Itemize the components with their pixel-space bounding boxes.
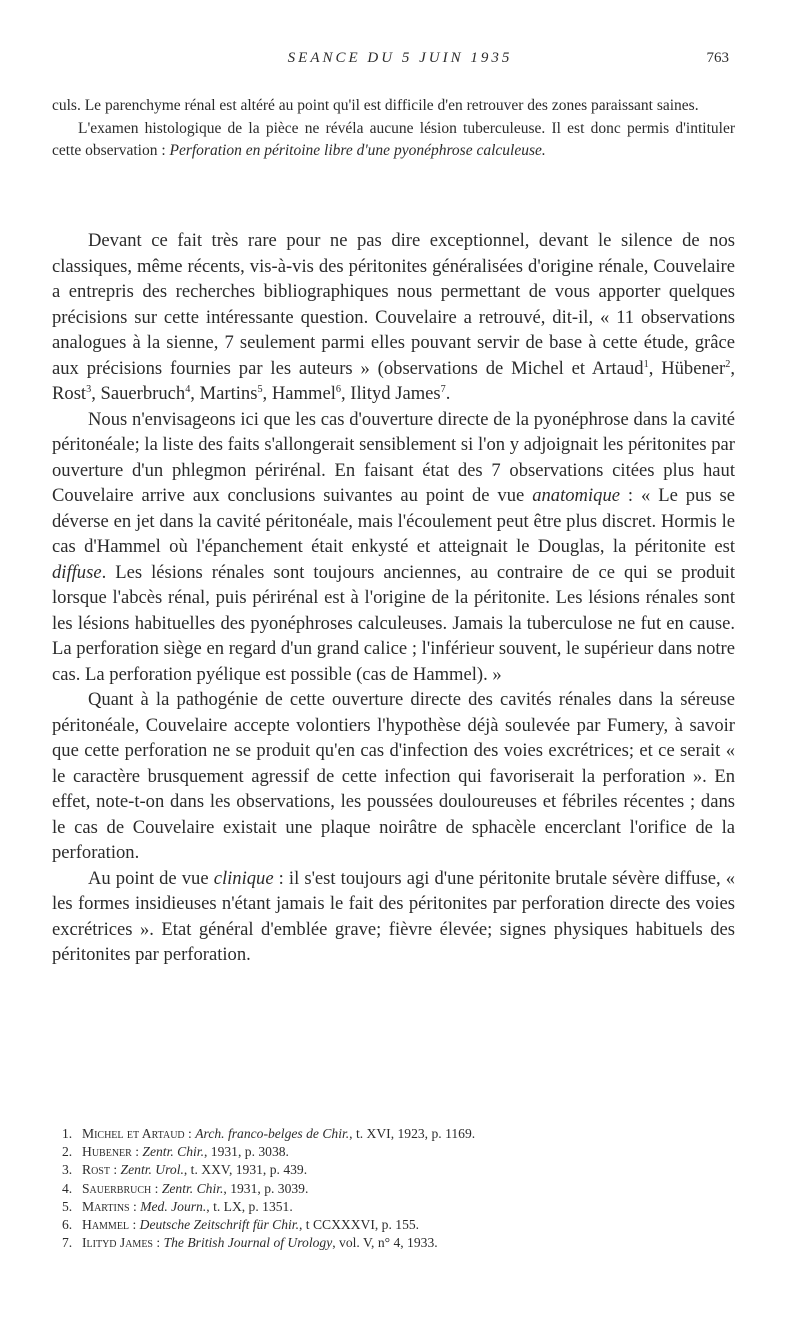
emphasis-anatomique: anatomique [532, 485, 620, 506]
footnote-ref: 1 [643, 358, 649, 370]
footnote-author: Hubener [82, 1144, 132, 1160]
footnote-journal: The British Journal of Urology [163, 1235, 333, 1251]
paragraph-clinical [52, 866, 735, 968]
footnote-author: Rost [82, 1162, 110, 1178]
footnote-details: , vol. V, n° 4, 1933. [332, 1235, 438, 1251]
footnote-author: Martins [82, 1198, 130, 1214]
intro-section [52, 95, 735, 163]
footnote-author: Michel et Artaud [82, 1126, 185, 1141]
footnote-journal: Arch. franco-belges de Chir. [195, 1126, 350, 1141]
footnote-details: , 1931, p. 3038. [203, 1144, 289, 1160]
running-title: SEANCE DU 5 JUIN 1935 [287, 50, 513, 66]
text-run: , Hammel [262, 383, 336, 404]
footnote-number: 3. [62, 1162, 73, 1178]
footnote-author: Hammel [82, 1217, 130, 1233]
footnote-separator: : [151, 1180, 162, 1196]
text-run: : « Le pus se déverse en jet dans la cavité péritonéale, mais l'écoulement peut être plus discret. Hormis le cas d'Hammel où l'épanchement était enkysté et atteignait le Douglas, la péritonite est [52, 485, 735, 557]
paragraph-bibliography [52, 228, 735, 407]
footnote-item [62, 1234, 732, 1252]
footnotes [62, 1125, 732, 1252]
footnote-journal: Zentr. Chir. [161, 1180, 224, 1196]
text-run: , Ilityd James [340, 383, 441, 404]
footnote-ref: 3 [86, 383, 92, 395]
emphasis-clinique: clinique [213, 867, 274, 889]
footnote-separator: : [129, 1198, 141, 1214]
observation-title: Perforation en péritoine libre d'une pyonéphrose calculeuse. [169, 142, 546, 159]
footnote-author: Sauerbruch [82, 1180, 152, 1196]
main-text [52, 228, 735, 968]
footnote-separator: : [131, 1144, 143, 1160]
footnote-separator: : [184, 1126, 196, 1141]
footnote-ref: 5 [257, 383, 263, 395]
footnote-journal: Med. Journ. [140, 1198, 207, 1214]
footnote-separator: : [129, 1217, 140, 1233]
footnote-item [62, 1125, 732, 1143]
text-run: Au point de vue [88, 867, 214, 889]
footnote-item [62, 1216, 732, 1234]
footnote-number: 2. [62, 1144, 73, 1160]
footnote-journal: Zentr. Urol. [120, 1162, 184, 1178]
text-run: Nous n'envisageons ici que les cas d'ouverture directe de la pyonéphrose dans la cavité péritonéale; la liste des faits s'allongerait sensiblement si l'on y adjoignait les péritonites par ouverture d'un phlegmon périrénal. En faisant état des 7 observations citées plus haut Couvelaire arrive aux conclusions suivantes au point de vue [52, 408, 735, 506]
text-run: . [445, 383, 451, 404]
text-run: Devant ce fait très rare pour ne pas dire exceptionnel, devant le silence de nos classiques, même récents, vis-à-vis des péritonites généralisées d'origine rénale, Couvelaire a entrepris des recherches bibliographiques nous permettant de vous apporter quelques précisions sur cette intéressante question. Couvelaire a retrouvé, dit-il, « 11 observations analogues à la sienne, 7 seulement parmi elles pouvant servir de base à cette étude, grâce aux précisions fournies par les auteurs » (observations de Michel et Artaud [52, 230, 735, 379]
footnote-details: , t. XVI, 1923, p. 1169. [349, 1126, 476, 1141]
page-number: 763 [706, 50, 729, 66]
footnote-number: 7. [62, 1235, 73, 1251]
text-run: , Sauerbruch [91, 383, 186, 404]
footnote-item [62, 1161, 732, 1179]
footnote-details: , 1931, p. 3039. [223, 1180, 309, 1196]
intro-paragraph-2 [52, 118, 735, 163]
footnote-number: 6. [62, 1217, 73, 1233]
intro-paragraph-1: culs. Le parenchyme rénal est altéré au point qu'il est difficile d'en retrouver des zones paraissant saines. [52, 97, 699, 114]
footnote-separator: : [109, 1162, 121, 1178]
text-run: , Martins [190, 383, 258, 404]
footnote-author: Ilityd James [82, 1235, 153, 1251]
footnote-details: , t CCXXXVI, p. 155. [298, 1217, 420, 1233]
text-run: : il s'est toujours agi d'une péritonite brutale sévère diffuse, « les formes insidieuses n'étant jamais le fait des péritonites par perforation directe des voies excrétrices ». Etat général d'emblée grave; fièvre élevée; signes physiques habituels des péritonites par perforation. [52, 867, 735, 965]
footnote-ref: 7 [440, 383, 446, 395]
footnote-item [62, 1143, 732, 1161]
text-run: . Les lésions rénales sont toujours anciennes, au contraire de ce qui se produit lorsque l'abcès rénal, puis périrénal est à l'origine de la péritonite. Les lésions rénales sont les lésions habituelles des pyonéphroses calculeuses. Jamais la tuberculose ne fut en cause. La perforation siège en regard d'un grand calice ; l'inférieur souvent, le supérieur dans notre cas. La perforation pyélique est possible (cas de Hammel). » [52, 561, 735, 685]
footnote-number: 4. [62, 1180, 73, 1196]
footnote-journal: Zentr. Chir. [142, 1144, 204, 1160]
footnote-item [62, 1180, 732, 1198]
footnote-separator: : [153, 1235, 164, 1251]
footnote-details: , t. XXV, 1931, p. 439. [183, 1162, 308, 1178]
footnote-ref: 2 [725, 358, 731, 370]
page-header [0, 48, 800, 72]
footnote-journal: Deutsche Zeitschrift für Chir. [139, 1217, 299, 1233]
intro-paragraph-2-text: L'examen histologique de la pièce ne révéla aucune lésion tuberculeuse. Il est donc permis d'intituler cette observation : [52, 119, 735, 159]
text-run: , Rost [52, 357, 735, 404]
footnote-number: 1. [62, 1126, 73, 1141]
paragraph-pathogenesis: Quant à la pathogénie de cette ouverture directe des cavités rénales dans la séreuse péritonéale, Couvelaire accepte volontiers l'hypothèse déjà soulevée par Fumery, à savoir que cette perforation ne se produit qu'en cas d'infection des voies excrétrices; et ce serait « le caractère brusquement agressif de cette infection qui favoriserait la perforation ». En effet, note-t-on dans les observations, les poussées douloureuses et fébriles récentes ; dans le cas de Couvelaire existait une plaque noirâtre de sphacèle encerclant l'orifice de la perforation. [52, 689, 735, 863]
text-run: , Hübener [648, 357, 726, 379]
footnote-ref: 6 [335, 383, 341, 395]
paragraph-anatomy [52, 407, 735, 688]
emphasis-diffuse: diffuse [52, 561, 102, 583]
footnote-details: , t. LX, p. 1351. [206, 1198, 293, 1214]
footnote-ref: 4 [185, 383, 191, 395]
footnote-number: 5. [62, 1198, 73, 1214]
footnote-item [62, 1198, 732, 1216]
